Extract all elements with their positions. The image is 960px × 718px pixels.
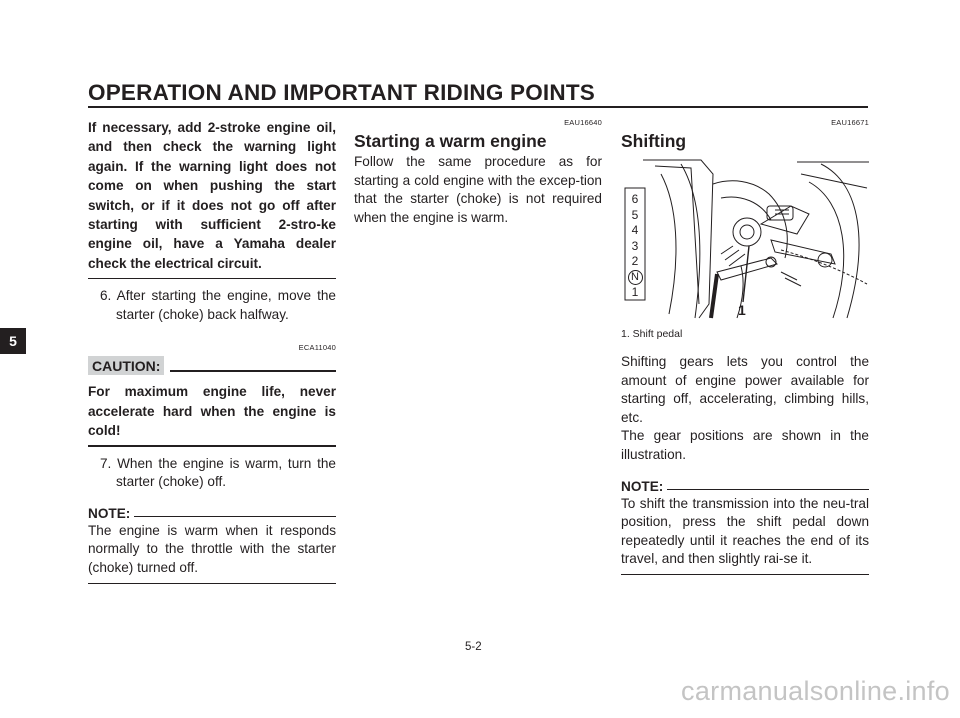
shifting-text: Shifting gears lets you control the amount of engine power available for starting off, accelerating, climbing hills, etc.: [621, 354, 869, 425]
page-header-title: OPERATION AND IMPORTANT RIDING POINTS: [88, 80, 595, 105]
caution-end-rule: [88, 445, 336, 447]
watermark: carmanualsonline.info: [681, 676, 950, 706]
section-title-shifting: Shifting: [621, 131, 687, 151]
neutral-circle: N: [628, 270, 643, 285]
caution-rule: [170, 370, 336, 372]
note-heading: [88, 506, 336, 521]
gear-5: 5: [631, 207, 639, 222]
section-title-warm-engine: Starting a warm engine: [354, 131, 547, 151]
note-rule: [667, 489, 869, 490]
caution-label: CAUTION:: [88, 356, 164, 375]
step-6: 6. After starting the engine, move the starter (choke) back halfway.: [100, 288, 336, 322]
page-number: 5-2: [465, 641, 482, 653]
note-text: To shift the transmission into the neu-tral position, press the shift pedal down repeatedly until it reaches the end of its travel, and then slightly rai-se it.: [621, 495, 869, 567]
caution-text: For maximum engine life, never accelerate hard when the engine is cold!: [88, 384, 336, 439]
note-end-rule: [621, 574, 869, 575]
gear-3: 3: [631, 238, 639, 253]
caution-heading: [88, 356, 336, 375]
divider: [88, 278, 336, 279]
gear-2: 2: [631, 254, 639, 268]
caution-code: ECA11040: [298, 343, 336, 353]
header-rule: [88, 106, 868, 108]
note-heading: [621, 479, 869, 494]
section-code: EAU16640: [564, 118, 602, 127]
column-middle: [354, 118, 602, 227]
figure-callout-number: 1: [738, 302, 746, 318]
warm-engine-text: Follow the same procedure as for starting a cold engine with the excep-tion that the starter (choke) is not required when the engine is warm.: [354, 154, 602, 225]
chapter-tab: 5: [0, 328, 26, 354]
note-rule: [134, 516, 336, 517]
warning-light-text: If necessary, add 2-stroke engine oil, and then check the warning light again. If the warning light does not come on when pushing the start switch, or if it does not go off after starting with sufficient 2-stro-ke engine oil, have a Yamaha dealer check the electrical circuit.: [88, 120, 336, 271]
step-7: 7. When the engine is warm, turn the starter (choke) off.: [100, 455, 336, 490]
gear-4: 4: [631, 223, 639, 237]
shift-pedal-illustration: [621, 154, 869, 320]
gear-neutral: [625, 270, 645, 285]
column-right: [621, 118, 869, 575]
note-text: The engine is warm when it responds normally to the throttle with the starter (choke) turned off.: [88, 522, 336, 576]
shift-pedal-figure: [621, 154, 869, 320]
column-left: [88, 118, 336, 584]
note-label: NOTE:: [621, 478, 664, 494]
gear-positions-text: The gear positions are shown in the illustration.: [621, 428, 869, 462]
figure-caption: 1. Shift pedal: [621, 328, 683, 340]
note-label: NOTE:: [88, 505, 131, 521]
gear-1: 1: [631, 284, 639, 299]
gear-position-list: [625, 192, 645, 300]
gear-6: 6: [631, 192, 639, 206]
note-end-rule: [88, 583, 336, 584]
section-code: EAU16671: [831, 118, 869, 127]
